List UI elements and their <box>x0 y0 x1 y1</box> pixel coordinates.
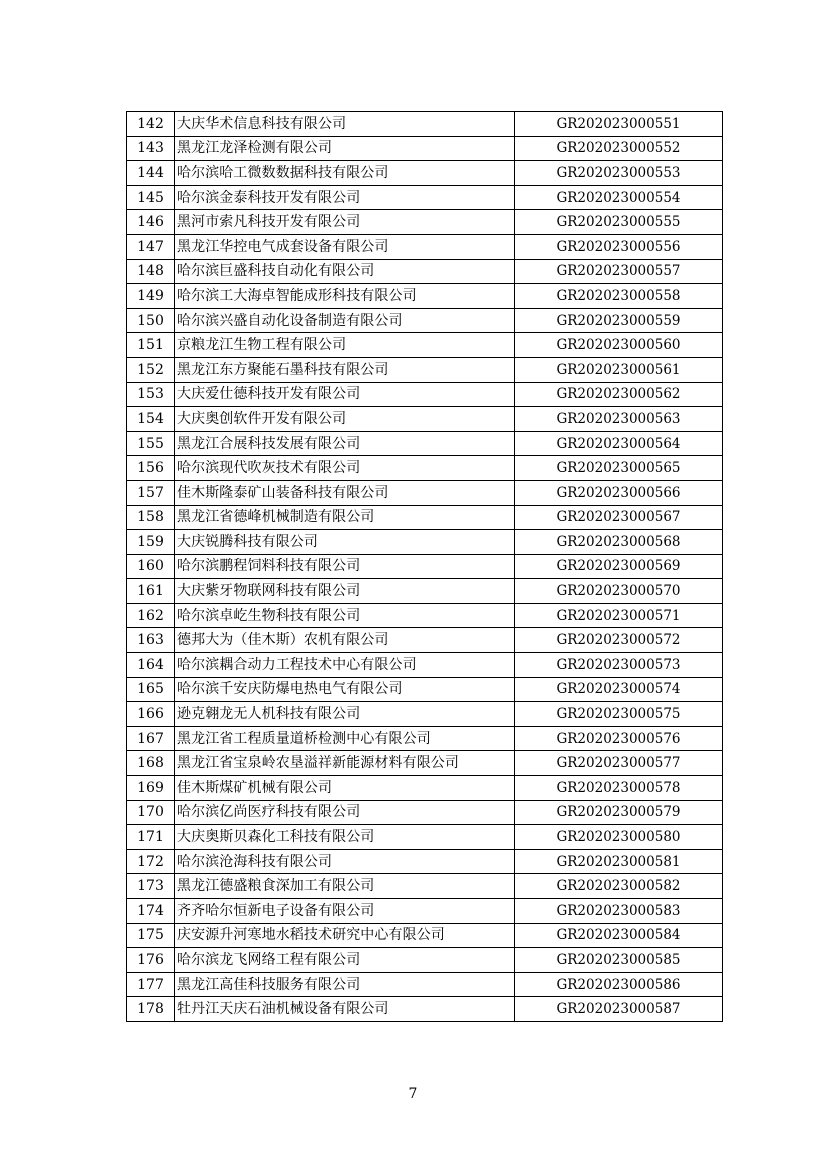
certificate-number: GR202023000586 <box>515 972 723 997</box>
table-row <box>127 726 723 751</box>
table-row <box>127 849 723 874</box>
certificate-number: GR202023000558 <box>515 284 723 309</box>
certificate-number: GR202023000563 <box>515 407 723 432</box>
row-number: 178 <box>127 997 175 1022</box>
table-row <box>127 776 723 801</box>
table-row <box>127 603 723 628</box>
certificate-number: GR202023000579 <box>515 800 723 825</box>
company-name: 大庆紫牙物联网科技有限公司 <box>175 579 515 604</box>
certificate-number: GR202023000568 <box>515 530 723 555</box>
company-name: 哈尔滨卓屹生物科技有限公司 <box>175 603 515 628</box>
table-row <box>127 259 723 284</box>
certificate-number: GR202023000557 <box>515 259 723 284</box>
table-row <box>127 382 723 407</box>
company-name: 哈尔滨耦合动力工程技术中心有限公司 <box>175 653 515 678</box>
company-name: 黑龙江德盛粮食深加工有限公司 <box>175 874 515 899</box>
table-row <box>127 554 723 579</box>
company-name: 大庆爱仕德科技开发有限公司 <box>175 382 515 407</box>
row-number: 149 <box>127 284 175 309</box>
table-row <box>127 677 723 702</box>
table-body <box>127 112 723 1022</box>
table-row <box>127 505 723 530</box>
table-row <box>127 948 723 973</box>
row-number: 150 <box>127 308 175 333</box>
certificate-number: GR202023000559 <box>515 308 723 333</box>
company-name: 哈尔滨金泰科技开发有限公司 <box>175 185 515 210</box>
row-number: 154 <box>127 407 175 432</box>
row-number: 174 <box>127 899 175 924</box>
row-number: 152 <box>127 357 175 382</box>
table-row <box>127 874 723 899</box>
row-number: 148 <box>127 259 175 284</box>
table-row <box>127 997 723 1022</box>
certificate-number: GR202023000552 <box>515 136 723 161</box>
table-row <box>127 333 723 358</box>
company-name: 黑河市索凡科技开发有限公司 <box>175 210 515 235</box>
row-number: 173 <box>127 874 175 899</box>
table-row <box>127 899 723 924</box>
row-number: 161 <box>127 579 175 604</box>
company-name: 黑龙江龙泽检测有限公司 <box>175 136 515 161</box>
certificate-number: GR202023000581 <box>515 849 723 874</box>
certificate-number: GR202023000569 <box>515 554 723 579</box>
row-number: 163 <box>127 628 175 653</box>
certificate-number: GR202023000561 <box>515 357 723 382</box>
table-row <box>127 530 723 555</box>
row-number: 146 <box>127 210 175 235</box>
company-name: 黑龙江省德峰机械制造有限公司 <box>175 505 515 530</box>
company-name: 黑龙江华控电气成套设备有限公司 <box>175 234 515 259</box>
company-name: 大庆锐腾科技有限公司 <box>175 530 515 555</box>
row-number: 162 <box>127 603 175 628</box>
table-row <box>127 161 723 186</box>
row-number: 160 <box>127 554 175 579</box>
table-row <box>127 800 723 825</box>
table-row <box>127 185 723 210</box>
certificate-number: GR202023000582 <box>515 874 723 899</box>
table-row <box>127 407 723 432</box>
table-row <box>127 825 723 850</box>
certificate-number: GR202023000576 <box>515 726 723 751</box>
row-number: 170 <box>127 800 175 825</box>
row-number: 169 <box>127 776 175 801</box>
company-name: 哈尔滨现代吹灰技术有限公司 <box>175 456 515 481</box>
certificate-number: GR202023000562 <box>515 382 723 407</box>
row-number: 158 <box>127 505 175 530</box>
row-number: 151 <box>127 333 175 358</box>
company-name: 哈尔滨亿尚医疗科技有限公司 <box>175 800 515 825</box>
company-name: 哈尔滨龙飞网络工程有限公司 <box>175 948 515 973</box>
row-number: 168 <box>127 751 175 776</box>
row-number: 159 <box>127 530 175 555</box>
certificate-number: GR202023000565 <box>515 456 723 481</box>
certificate-number: GR202023000575 <box>515 702 723 727</box>
table-row <box>127 628 723 653</box>
certificate-number: GR202023000574 <box>515 677 723 702</box>
company-name: 大庆华术信息科技有限公司 <box>175 112 515 137</box>
table-row <box>127 456 723 481</box>
table-row <box>127 579 723 604</box>
row-number: 147 <box>127 234 175 259</box>
certificate-number: GR202023000577 <box>515 751 723 776</box>
row-number: 156 <box>127 456 175 481</box>
certificate-number: GR202023000584 <box>515 923 723 948</box>
company-name: 牡丹江天庆石油机械设备有限公司 <box>175 997 515 1022</box>
company-name: 黑龙江省宝泉岭农垦溢祥新能源材料有限公司 <box>175 751 515 776</box>
certificate-number: GR202023000553 <box>515 161 723 186</box>
row-number: 164 <box>127 653 175 678</box>
certificate-number: GR202023000554 <box>515 185 723 210</box>
table-row <box>127 480 723 505</box>
company-name: 哈尔滨鹏程饲料科技有限公司 <box>175 554 515 579</box>
table-row <box>127 751 723 776</box>
row-number: 145 <box>127 185 175 210</box>
company-name: 逊克翱龙无人机科技有限公司 <box>175 702 515 727</box>
certificate-number: GR202023000578 <box>515 776 723 801</box>
certificate-number: GR202023000551 <box>515 112 723 137</box>
company-name: 哈尔滨沧海科技有限公司 <box>175 849 515 874</box>
certificate-number: GR202023000555 <box>515 210 723 235</box>
row-number: 153 <box>127 382 175 407</box>
table-row <box>127 308 723 333</box>
certificate-number: GR202023000580 <box>515 825 723 850</box>
row-number: 166 <box>127 702 175 727</box>
row-number: 142 <box>127 112 175 137</box>
table-row <box>127 210 723 235</box>
table-row <box>127 136 723 161</box>
row-number: 172 <box>127 849 175 874</box>
table-row <box>127 431 723 456</box>
company-name: 黑龙江高佳科技服务有限公司 <box>175 972 515 997</box>
certificate-number: GR202023000556 <box>515 234 723 259</box>
row-number: 177 <box>127 972 175 997</box>
company-name: 黑龙江东方聚能石墨科技有限公司 <box>175 357 515 382</box>
company-name: 哈尔滨工大海卓智能成形科技有限公司 <box>175 284 515 309</box>
company-name: 哈尔滨兴盛自动化设备制造有限公司 <box>175 308 515 333</box>
certificate-number: GR202023000572 <box>515 628 723 653</box>
row-number: 175 <box>127 923 175 948</box>
certificate-number: GR202023000566 <box>515 480 723 505</box>
row-number: 157 <box>127 480 175 505</box>
company-name: 佳木斯煤矿机械有限公司 <box>175 776 515 801</box>
certificate-number: GR202023000571 <box>515 603 723 628</box>
row-number: 167 <box>127 726 175 751</box>
row-number: 165 <box>127 677 175 702</box>
table-row <box>127 112 723 137</box>
company-name: 黑龙江合展科技发展有限公司 <box>175 431 515 456</box>
certificate-number: GR202023000564 <box>515 431 723 456</box>
company-name: 大庆奥创软件开发有限公司 <box>175 407 515 432</box>
table-row <box>127 653 723 678</box>
table-row <box>127 234 723 259</box>
company-name: 齐齐哈尔恒新电子设备有限公司 <box>175 899 515 924</box>
certificate-number: GR202023000587 <box>515 997 723 1022</box>
certificate-number: GR202023000560 <box>515 333 723 358</box>
company-name: 佳木斯隆泰矿山装备科技有限公司 <box>175 480 515 505</box>
table-row <box>127 923 723 948</box>
table-row <box>127 357 723 382</box>
company-name: 哈尔滨巨盛科技自动化有限公司 <box>175 259 515 284</box>
certificate-number: GR202023000570 <box>515 579 723 604</box>
row-number: 176 <box>127 948 175 973</box>
table-row <box>127 972 723 997</box>
company-name: 哈尔滨千安庆防爆电热电气有限公司 <box>175 677 515 702</box>
row-number: 171 <box>127 825 175 850</box>
certificate-number: GR202023000567 <box>515 505 723 530</box>
company-name: 哈尔滨哈工微数数据科技有限公司 <box>175 161 515 186</box>
company-name: 德邦大为（佳木斯）农机有限公司 <box>175 628 515 653</box>
company-name: 庆安源升河寒地水稻技术研究中心有限公司 <box>175 923 515 948</box>
table-row <box>127 702 723 727</box>
row-number: 144 <box>127 161 175 186</box>
row-number: 143 <box>127 136 175 161</box>
certificate-number: GR202023000585 <box>515 948 723 973</box>
page-number: 7 <box>408 1086 418 1102</box>
table-row <box>127 284 723 309</box>
company-name: 黑龙江省工程质量道桥检测中心有限公司 <box>175 726 515 751</box>
certificate-number: GR202023000573 <box>515 653 723 678</box>
certificate-number: GR202023000583 <box>515 899 723 924</box>
company-name: 京粮龙江生物工程有限公司 <box>175 333 515 358</box>
company-table <box>126 111 723 1022</box>
company-name: 大庆奥斯贝森化工科技有限公司 <box>175 825 515 850</box>
row-number: 155 <box>127 431 175 456</box>
